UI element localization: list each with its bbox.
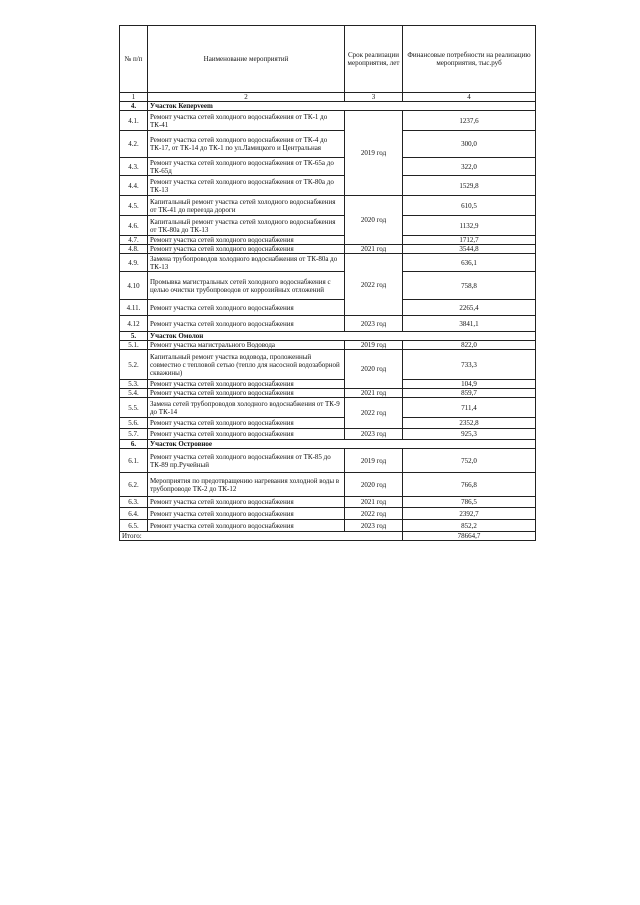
section-number: 6. <box>120 440 148 449</box>
section-row <box>120 102 536 111</box>
section-title: Участок Кеперveem <box>148 102 536 111</box>
implementation-term: 2019 год <box>345 111 403 196</box>
financing-amount: 2392,7 <box>403 508 536 520</box>
row-number: 4.6. <box>120 216 148 236</box>
activity-name: Ремонт участка сетей холодного водоснабжения <box>148 418 345 429</box>
table-row <box>120 389 536 398</box>
financing-amount: 104,9 <box>403 380 536 389</box>
implementation-term: 2020 год <box>345 350 403 389</box>
implementation-term: 2021 год <box>345 389 403 398</box>
table-row <box>120 254 536 272</box>
activity-name: Замена сетей трубопроводов холодного водоснабжения от ТК-9 до ТК-14 <box>148 398 345 418</box>
row-number: 5.6. <box>120 418 148 429</box>
row-number: 4.3. <box>120 158 148 176</box>
activity-name: Ремонт участка сетей холодного водоснабжения <box>148 245 345 254</box>
table-row <box>120 176 536 196</box>
row-number: 4.11. <box>120 300 148 316</box>
financing-amount: 733,3 <box>403 350 536 380</box>
implementation-term: 2019 год <box>345 449 403 473</box>
financing-amount: 2352,8 <box>403 418 536 429</box>
table-row <box>120 508 536 520</box>
activity-name: Ремонт участка сетей холодного водоснабжения от ТК-80а до ТК-13 <box>148 176 345 196</box>
table-row <box>120 111 536 131</box>
financing-amount: 786,5 <box>403 497 536 508</box>
table-row <box>120 131 536 158</box>
section-row <box>120 440 536 449</box>
financing-amount: 1237,6 <box>403 111 536 131</box>
table-row <box>120 236 536 245</box>
total-label: Итого: <box>120 532 403 541</box>
financing-amount: 766,8 <box>403 473 536 497</box>
section-row <box>120 332 536 341</box>
financing-amount: 2265,4 <box>403 300 536 316</box>
table-row <box>120 418 536 429</box>
financing-amount: 711,4 <box>403 398 536 418</box>
financing-amount: 1132,9 <box>403 216 536 236</box>
activity-name: Ремонт участка сетей холодного водоснабжения <box>148 380 345 389</box>
row-number: 6.4. <box>120 508 148 520</box>
row-number: 4.5. <box>120 196 148 216</box>
table-row <box>120 300 536 316</box>
financing-amount: 752,0 <box>403 449 536 473</box>
financing-amount: 610,5 <box>403 196 536 216</box>
row-number: 4.4. <box>120 176 148 196</box>
activity-name: Ремонт участка магистрального Водовода <box>148 341 345 350</box>
section-title: Участок Островное <box>148 440 536 449</box>
row-number: 4.7. <box>120 236 148 245</box>
activity-name: Ремонт участка сетей холодного водоснабжения <box>148 316 345 332</box>
activity-name: Ремонт участка сетей холодного водоснабжения <box>148 497 345 508</box>
activity-name: Капитальный ремонт участка сетей холодного водоснабжения от ТК-80а до ТК-13 <box>148 216 345 236</box>
table-row <box>120 473 536 497</box>
implementation-term: 2019 год <box>345 341 403 350</box>
financing-amount: 859,7 <box>403 389 536 398</box>
row-number: 5.4. <box>120 389 148 398</box>
implementation-term: 2020 год <box>345 196 403 245</box>
activity-name: Ремонт участка сетей холодного водоснабжения <box>148 236 345 245</box>
table-row <box>120 520 536 532</box>
financing-amount: 3841,1 <box>403 316 536 332</box>
financing-amount: 636,1 <box>403 254 536 272</box>
financing-amount: 1529,8 <box>403 176 536 196</box>
activity-name: Замена трубопроводов холодного водоснабжения от ТК-80а до ТК-13 <box>148 254 345 272</box>
header-finance: Финансовые потребности на реализацию мероприятия, тыс.руб <box>403 26 536 93</box>
activity-name: Ремонт участка сетей холодного водоснабжения от ТК-65а до ТК-65д <box>148 158 345 176</box>
table-row <box>120 350 536 380</box>
financing-amount: 925,3 <box>403 429 536 440</box>
table-header-row <box>120 26 536 93</box>
row-number: 4.1. <box>120 111 148 131</box>
implementation-term: 2023 год <box>345 429 403 440</box>
column-number: 4 <box>403 93 536 102</box>
financing-table <box>119 25 536 541</box>
section-number: 4. <box>120 102 148 111</box>
column-number: 1 <box>120 93 148 102</box>
row-number: 5.7. <box>120 429 148 440</box>
row-number: 4.9. <box>120 254 148 272</box>
activity-name: Капитальный ремонт участка водовода, проложенный совместно с тепловой сетью (тепло для насосной водозаборной скважины) <box>148 350 345 380</box>
table-row <box>120 341 536 350</box>
row-number: 6.5. <box>120 520 148 532</box>
implementation-term: 2021 год <box>345 245 403 254</box>
activity-name: Ремонт участка сетей холодного водоснабжения <box>148 429 345 440</box>
row-number: 5.5. <box>120 398 148 418</box>
column-number: 2 <box>148 93 345 102</box>
row-number: 6.1. <box>120 449 148 473</box>
table-row <box>120 272 536 300</box>
activity-name: Мероприятия по предотвращению нагревания холодной воды в трубопроводе ТК-2 до ТК-12 <box>148 473 345 497</box>
activity-name: Ремонт участка сетей холодного водоснабжения <box>148 508 345 520</box>
financing-amount: 300,0 <box>403 131 536 158</box>
table-row <box>120 196 536 216</box>
row-number: 5.1. <box>120 341 148 350</box>
financing-amount: 1712,7 <box>403 236 536 245</box>
implementation-term: 2022 год <box>345 398 403 429</box>
table-row <box>120 398 536 418</box>
activity-name: Ремонт участка сетей холодного водоснабжения от ТК-85 до ТК-89 пр.Ручейный <box>148 449 345 473</box>
financing-amount: 3544,8 <box>403 245 536 254</box>
row-number: 4.2. <box>120 131 148 158</box>
row-number: 5.2. <box>120 350 148 380</box>
implementation-term: 2023 год <box>345 520 403 532</box>
activity-name: Капитальный ремонт участка сетей холодного водоснабжения от ТК-41 до переезда дороги <box>148 196 345 216</box>
table-row <box>120 429 536 440</box>
activity-name: Ремонт участка сетей холодного водоснабжения от ТК-4 до ТК-17, от ТК-14 до ТК-1 по ул.Ламицкого и Центральная <box>148 131 345 158</box>
header-num: № п/п <box>120 26 148 93</box>
implementation-term: 2023 год <box>345 316 403 332</box>
activity-name: Ремонт участка сетей холодного водоснабжения <box>148 389 345 398</box>
row-number: 4.10 <box>120 272 148 300</box>
row-number: 4.12 <box>120 316 148 332</box>
table-row <box>120 316 536 332</box>
table-row <box>120 158 536 176</box>
table-row <box>120 380 536 389</box>
section-number: 5. <box>120 332 148 341</box>
header-term: Срок реализации мероприятия, лет <box>345 26 403 93</box>
row-number: 6.2. <box>120 473 148 497</box>
column-number: 3 <box>345 93 403 102</box>
activity-name: Промывка магистральных сетей холодного водоснабжения с целью очистки трубопроводов от коррозийных отложений <box>148 272 345 300</box>
implementation-term: 2021 год <box>345 497 403 508</box>
header-name: Наименование мероприятий <box>148 26 345 93</box>
financing-amount: 322,0 <box>403 158 536 176</box>
total-value: 78664,7 <box>403 532 536 541</box>
row-number: 5.3. <box>120 380 148 389</box>
activity-name: Ремонт участка сетей холодного водоснабжения <box>148 300 345 316</box>
financing-amount: 822,0 <box>403 341 536 350</box>
table-row <box>120 497 536 508</box>
activity-name: Ремонт участка сетей холодного водоснабжения <box>148 520 345 532</box>
total-row <box>120 532 536 541</box>
activity-name: Ремонт участка сетей холодного водоснабжения от ТК-1 до ТК-41 <box>148 111 345 131</box>
column-numbers-row <box>120 93 536 102</box>
financing-amount: 758,8 <box>403 272 536 300</box>
implementation-term: 2022 год <box>345 508 403 520</box>
financing-amount: 852,2 <box>403 520 536 532</box>
row-number: 4.8. <box>120 245 148 254</box>
table-row <box>120 216 536 236</box>
section-title: Участок Омолон <box>148 332 536 341</box>
row-number: 6.3. <box>120 497 148 508</box>
table-row <box>120 449 536 473</box>
implementation-term: 2020 год <box>345 473 403 497</box>
implementation-term: 2022 год <box>345 254 403 316</box>
table-row <box>120 245 536 254</box>
